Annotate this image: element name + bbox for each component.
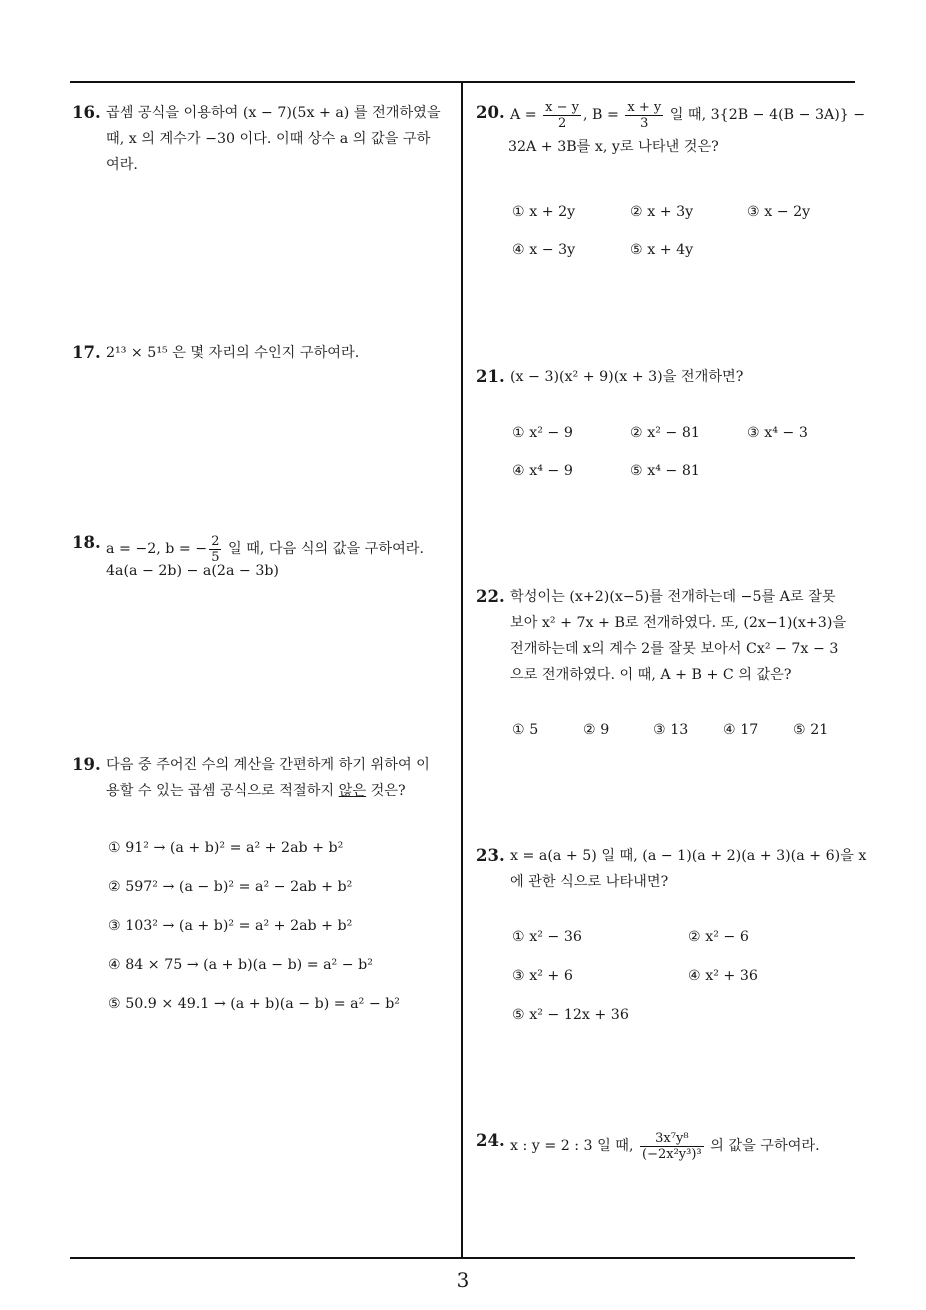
option-2[interactable]: ② 9 (583, 722, 610, 738)
option-4[interactable]: ④ x² + 36 (688, 968, 758, 984)
option-1[interactable]: ① x² − 36 (512, 929, 582, 945)
question-22 (476, 584, 846, 688)
underlined-text: 않은 (338, 783, 367, 799)
question-text: 것은? (366, 783, 406, 799)
fraction: $\frac{x - y}{2}$ (545, 99, 579, 131)
fraction: $\frac{x + y}{3}$ (627, 99, 662, 131)
question-text-line: 다음 중 주어진 수의 계산을 간편하게 하기 위하여 이 (106, 757, 430, 773)
fraction: $\frac{\text{3x⁷y⁸}}{\text{(−2x²y³)³}}$ (642, 1130, 702, 1162)
question-text: 의 값을 구하여라. (705, 1138, 820, 1154)
question-19 (72, 752, 430, 804)
question-number: 21. (476, 367, 505, 386)
question-text: a = −2, b = − (106, 541, 208, 557)
option-2[interactable]: ② x² − 81 (630, 425, 700, 441)
question-text-line: x = a(a + 5) 일 때, (a − 1)(a + 2)(a + 3)(a + 6)을 x (510, 848, 867, 864)
option-3[interactable]: ③ 103² → (a + b)² = a² + 2ab + b² (108, 918, 353, 934)
question-text: (x − 3)(x² + 9)(x + 3)을 전개하면? (510, 369, 744, 385)
question-number: 16. (72, 103, 101, 122)
fraction: $\frac{2}{5}$ (211, 533, 220, 565)
question-number: 23. (476, 846, 505, 865)
option-5[interactable]: ⑤ 50.9 × 49.1 → (a + b)(a − b) = a² − b² (108, 996, 400, 1012)
question-text-line: 때, x 의 계수가 −30 이다. 이때 상수 a 의 값을 구하 (106, 131, 431, 147)
question-number: 20. (476, 103, 505, 122)
question-text: 일 때, 3{2B − 4(B − 3A)} − (665, 107, 866, 123)
page-number: 3 (456, 1268, 470, 1292)
option-3[interactable]: ③ x⁴ − 3 (747, 425, 808, 441)
option-3[interactable]: ③ x² + 6 (512, 968, 573, 984)
bottom-rule (70, 1257, 855, 1259)
question-text-line: 32A + 3B를 x, y로 나타낸 것은? (508, 139, 719, 155)
option-1[interactable]: ① x + 2y (512, 204, 576, 220)
option-2[interactable]: ② x² − 6 (688, 929, 749, 945)
question-number: 22. (476, 587, 505, 606)
option-3[interactable]: ③ x − 2y (747, 204, 811, 220)
option-2[interactable]: ② x + 3y (630, 204, 694, 220)
question-16 (72, 100, 441, 178)
question-23 (476, 843, 866, 895)
option-5[interactable]: ⑤ x⁴ − 81 (630, 463, 700, 479)
option-5[interactable]: ⑤ x² − 12x + 36 (512, 1007, 629, 1023)
question-text: , B = (583, 107, 624, 123)
question-24 (476, 1128, 820, 1166)
question-text-line: 여라. (106, 157, 138, 173)
question-text: 일 때, 다음 식의 값을 구하여라. (223, 541, 425, 557)
option-4[interactable]: ④ x − 3y (512, 242, 576, 258)
option-5[interactable]: ⑤ x + 4y (630, 242, 694, 258)
option-4[interactable]: ④ x⁴ − 9 (512, 463, 573, 479)
question-text: 2¹³ × 5¹⁵ 은 몇 자리의 수인지 구하여라. (106, 345, 360, 361)
question-text-line: 으로 전개하였다. 이 때, A + B + C 의 값은? (510, 667, 792, 683)
option-4[interactable]: ④ 17 (723, 722, 759, 738)
question-number: 19. (72, 755, 101, 774)
option-3[interactable]: ③ 13 (653, 722, 689, 738)
option-1[interactable]: ① 91² → (a + b)² = a² + 2ab + b² (108, 840, 344, 856)
option-2[interactable]: ② 597² → (a − b)² = a² − 2ab + b² (108, 879, 353, 895)
question-text-line: 에 관한 식으로 나타내면? (510, 874, 669, 890)
option-5[interactable]: ⑤ 21 (793, 722, 829, 738)
expression: 4a(a − 2b) − a(2a − 3b) (106, 563, 279, 579)
option-1[interactable]: ① 5 (512, 722, 539, 738)
question-21 (476, 364, 743, 390)
question-number: 18. (72, 533, 101, 552)
question-text: 용할 수 있는 곱셈 공식으로 적절하지 (106, 783, 339, 799)
question-text: A = (510, 107, 542, 123)
question-text-line: 전개하는데 x의 계수 2를 잘못 보아서 Cx² − 7x − 3 (510, 641, 839, 657)
option-1[interactable]: ① x² − 9 (512, 425, 573, 441)
question-20 (476, 100, 865, 160)
question-17 (72, 340, 359, 366)
question-text-line: 곱셈 공식을 이용하여 (x − 7)(5x + a) 를 전개하였을 (106, 105, 441, 121)
question-18 (72, 530, 424, 584)
question-text-line: 학성이는 (x+2)(x−5)를 전개하는데 −5를 A로 잘못 (510, 589, 836, 605)
option-4[interactable]: ④ 84 × 75 → (a + b)(a − b) = a² − b² (108, 957, 373, 973)
question-text: x : y = 2 : 3 일 때, (510, 1138, 639, 1154)
question-text-line: 보아 x² + 7x + B로 전개하였다. 또, (2x−1)(x+3)을 (510, 615, 847, 631)
question-number: 17. (72, 343, 101, 362)
question-number: 24. (476, 1131, 505, 1150)
column-divider (461, 83, 463, 1258)
